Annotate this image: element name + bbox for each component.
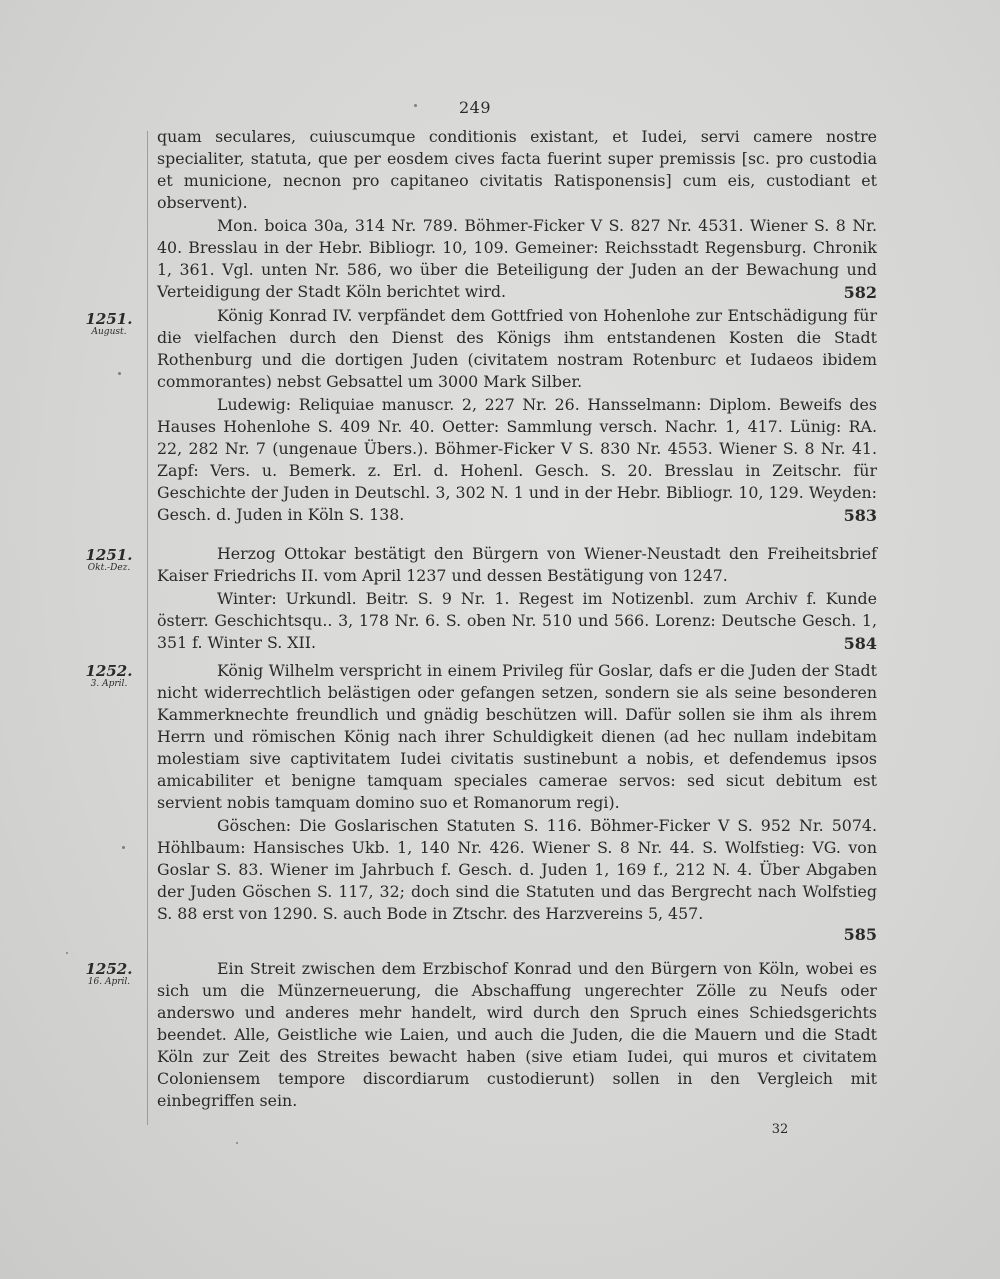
regest-entry	[157, 958, 877, 1112]
entry-text: Herzog Ottokar bestätigt den Bürgern von Wiener-Neustadt den Freiheitsbrief Kaiser Friedrichs II. vom April 1237 und dessen Bestätigung von 1247.	[157, 544, 877, 585]
entry-references: Ludewig: Reliquiae manuscr. 2, 227 Nr. 26. Hansselmann: Diplom. Beweifs des Hauses Hohenlohe S. 409 Nr. 40. Oetter: Sammlung versch. Nachr. 1, 417. Lünig: RA. 22, 282 Nr. 7 (ungenaue Übers.). Böhmer-Ficker V S. 830 Nr. 4553. Wiener S. 8 Nr. 41. Zapf: Vers. u. Bemerk. z. Erl. d. Hohenl. Gesch. S. 20. Bresslau in Zeitschr. für Geschichte der Juden in Deutschl. 3, 302 N. 1 und in der Hebr. Bibliogr. 10, 129. Weyden: Gesch. d. Juden in Köln S. 138.	[157, 395, 877, 524]
margin-year: 1252.	[85, 960, 133, 978]
scan-speck	[66, 952, 68, 954]
entry-references: Winter: Urkundl. Beitr. S. 9 Nr. 1. Regest im Notizenbl. zum Archiv f. Kunde österr. Geschichtsqu.. 3, 178 Nr. 6. S. oben Nr. 510 und 566. Lorenz: Deutsche Gesch. 1, 351 f. Winter S. XII.	[157, 589, 877, 652]
page-number: 249	[458, 98, 492, 117]
margin-year: 1251.	[85, 310, 133, 328]
margin-date: August.	[91, 326, 127, 337]
entry-text: quam seculares, cuiuscumque conditionis existant, et Iudei, servi camere nostre specialiter, statuta, que per eosdem cives facta fuerint super premissis [sc. pro custodia et municione, necnon pro capitaneo civitatis Ratisponensis] cum eis, custodiant et observent).	[157, 127, 877, 212]
margin-rule	[147, 131, 148, 1125]
sheet-number: 32	[771, 1122, 789, 1137]
scan-speck	[236, 1142, 238, 1144]
entry-number: 584	[843, 634, 877, 653]
regest-entry	[157, 660, 877, 945]
margin-date: Okt.-Dez.	[87, 562, 131, 573]
entry-references: Göschen: Die Goslarischen Statuten S. 116. Böhmer-Ficker V S. 952 Nr. 5074. Höhlbaum: Hansisches Ukb. 1, 140 Nr. 426. Wiener S. 8 Nr. 44. S. Wolfstieg: VG. von Goslar S. 83. Wiener im Jahrbuch f. Gesch. d. Juden 1, 169 f., 212 N. 4. Über Abgaben der Juden Göschen S. 117, 32; doch sind die Statuten und das Bergrecht nach Wolfstieg S. 88 erst von 1290. S. auch Bode in Ztschr. des Harzvereins 5, 457.	[157, 816, 877, 923]
margin-date: 16. April.	[87, 976, 131, 987]
regest-entry	[157, 543, 877, 654]
entry-number: 585	[843, 925, 877, 944]
scan-speck	[414, 104, 417, 107]
regest-entry	[157, 126, 877, 303]
margin-date-note	[74, 548, 144, 573]
entry-text: König Wilhelm verspricht in einem Privileg für Goslar, dafs er die Juden der Stadt nicht widerrechtlich belästigen oder gefangen setzen, sondern sie als seine besonderen Kammerknechte freundlich und gnädig beschützen will. Dafür sollen sie ihm als ihrem Herrn und römischen König nach ihrer Schuldigkeit dienen (ad hec nullam indebitam molestiam sive captivitatem Iudei civitatis sustinebunt a nobis, et defendemus ipsos amicabiliter et benigne tamquam speciales camerae servos: sed sicut debitum est servient nobis tamquam domino suo et Romanorum regi).	[157, 661, 877, 812]
entry-references: Mon. boica 30a, 314 Nr. 789. Böhmer-Ficker V S. 827 Nr. 4531. Wiener S. 8 Nr. 40. Bresslau in der Hebr. Bibliogr. 10, 109. Gemeiner: Reichsstadt Regensburg. Chronik 1, 361. Vgl. unten Nr. 586, wo über die Beteiligung der Juden an der Bewachung und Verteidigung der Stadt Köln berichtet wird.	[157, 216, 877, 301]
margin-date-note	[74, 312, 144, 337]
scan-speck	[118, 372, 121, 375]
margin-date-note	[74, 962, 144, 987]
entry-text: Ein Streit zwischen dem Erzbischof Konrad und den Bürgern von Köln, wobei es sich um die Münzerneuerung, die Abschaffung ungerechter Zölle zu Neufs oder anderswo und anderes mehr handelt, wird durch den Spruch eines Schiedsgerichts beendet. Alle, Geistliche wie Laien, und auch die Juden, die die Mauern und die Stadt Köln zur Zeit des Streites bewacht haben (sive etiam Iudei, qui muros et civitatem Coloniensem tempore discordiarum custodierunt) sollen in den Vergleich mit einbegriffen sein.	[157, 959, 877, 1110]
margin-year: 1252.	[85, 662, 133, 680]
regest-entry	[157, 305, 877, 526]
entry-text: König Konrad IV. verpfändet dem Gottfried von Hohenlohe zur Entschädigung für die vielfachen durch den Dienst des Königs ihm entstandenen Kosten die Stadt Rothenburg und die dortigen Juden (civitatem nostram Rotenburc et Iudaeos ibidem commorantes) nebst Gebsattel um 3000 Mark Silber.	[157, 306, 877, 391]
margin-year: 1251.	[85, 546, 133, 564]
margin-date: 3. April.	[90, 678, 128, 689]
margin-date-note	[74, 664, 144, 689]
scan-speck	[122, 846, 125, 849]
entry-number: 583	[843, 506, 877, 525]
entry-number: 582	[843, 283, 877, 302]
